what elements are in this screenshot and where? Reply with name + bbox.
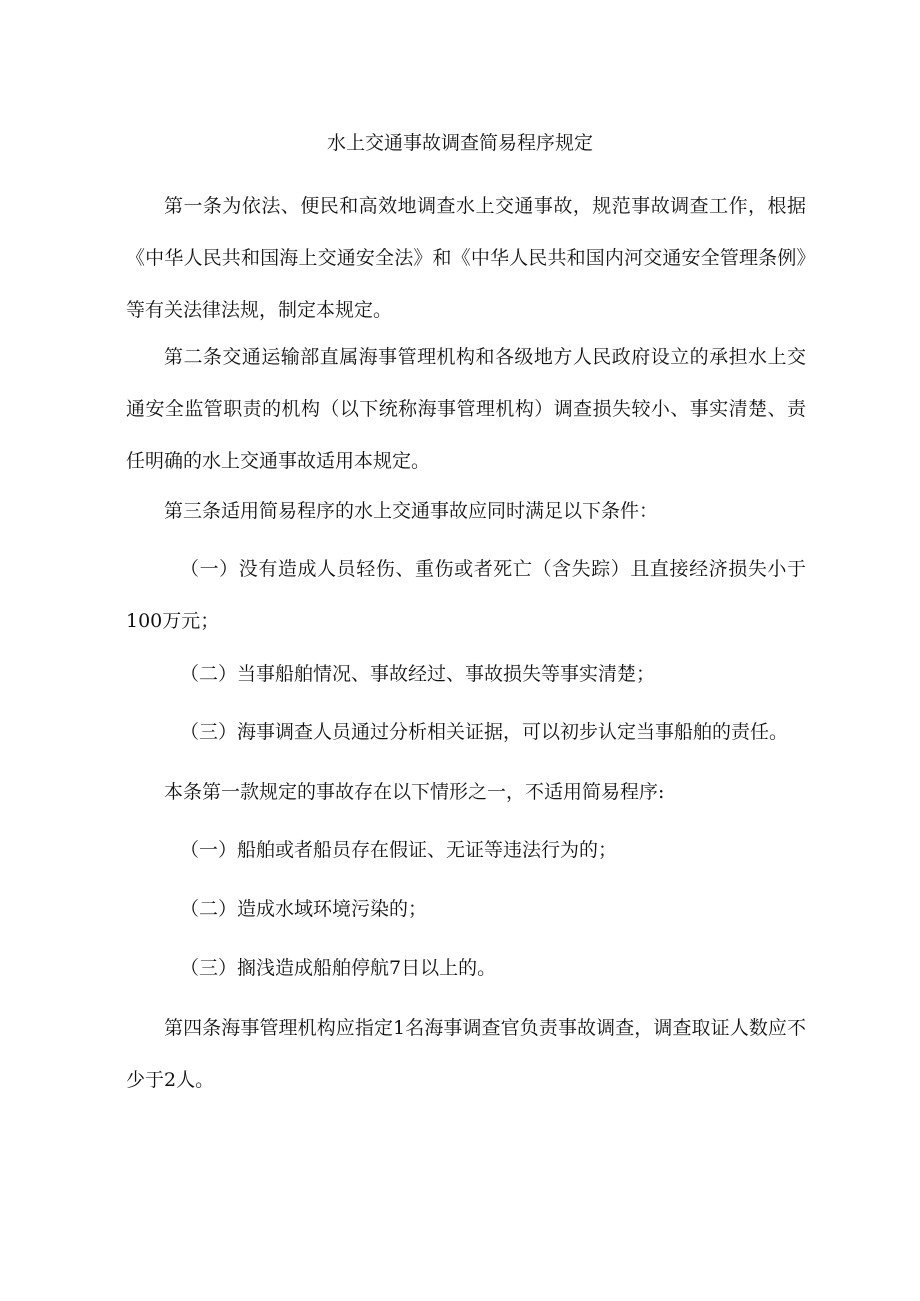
article-1-paragraph: 第一条为依法、便民和高效地调查水上交通事故，规范事故调查工作，根据《中华人民共和国海上交通安全法》和《中华人民共和国内河交通安全管理条例》等有关法律法规，制定本规定。	[126, 195, 806, 321]
exclusion-1-item: （一）船舶或者船员存在假证、无证等违法行为的；	[180, 839, 618, 861]
document-title: 水上交通事故调查简易程序规定	[326, 132, 593, 154]
exclusion-2-item: （二）造成水域环境污染的；	[180, 898, 428, 920]
article-4-paragraph: 第四条海事管理机构应指定1名海事调查官负责事故调查，调查取证人数应不少于2人。	[126, 1017, 806, 1091]
article-3-paragraph: 第三条适用简易程序的水上交通事故应同时满足以下条件：	[164, 500, 659, 522]
condition-2-item: （二）当事船舶情况、事故经过、事故损失等事实清楚；	[180, 663, 656, 685]
condition-1-item: （一）没有造成人员轻伤、重伤或者死亡（含失踪）且直接经济损失小于100万元；	[126, 558, 806, 632]
exclusion-3-item: （三）搁浅造成船舶停航7日以上的。	[180, 957, 497, 979]
article-2-paragraph: 第二条交通运输部直属海事管理机构和各级地方人民政府设立的承担水上交通安全监管职责的机构（以下统称海事管理机构）调查损失较小、事实清楚、责任明确的水上交通事故适用本规定。	[126, 346, 806, 472]
condition-3-item: （三）海事调查人员通过分析相关证据，可以初步认定当事船舶的责任。	[180, 721, 789, 743]
exclusion-intro-paragraph: 本条第一款规定的事故存在以下情形之一，不适用简易程序:	[164, 781, 665, 803]
